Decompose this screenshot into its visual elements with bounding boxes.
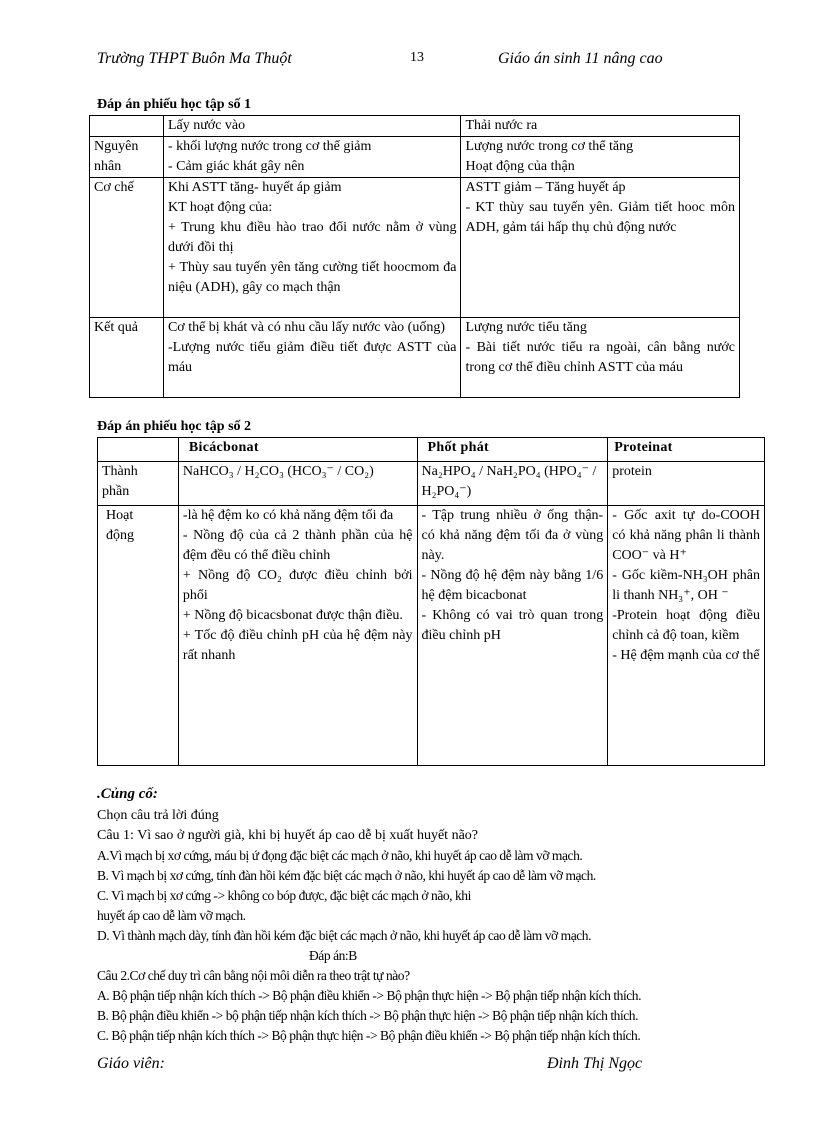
q2-option-c: C. Bộ phận tiếp nhận kích thích -> Bộ phận thực hiện -> Bộ phận điều khiển -> Bộ phận tiếp nhận kích thích. <box>97 1028 641 1043</box>
table-row <box>98 462 765 506</box>
table-cell: Khi ASTT tăng- huyết áp giảm KT hoạt động của: + Trung khu điều hào trao đổi nước nằm ở vùng dưới đồi thị + Thùy sau tuyến yên tăng cường tiết hoocmom đa niệu (ADH), gây co mạch thận <box>163 178 461 318</box>
table-cell: NaHCO₃ / H₂CO₃ (HCO₃⁻ / CO₂) <box>178 462 417 506</box>
document-title: Giáo án sinh 11 nâng cao <box>498 50 663 67</box>
table-cell: - Gốc axit tự do-COOH có khả năng phân li thành COO⁻ và H⁺ - Gốc kiềm-NH₃OH phân li thanh NH₃⁺, OH ⁻ -Protein hoạt động điều chỉnh cả độ toan, kiềm - Hệ đệm mạnh của cơ thể <box>608 506 765 766</box>
page-number: 13 <box>410 50 424 65</box>
table-cell: - khối lượng nước trong cơ thể giảm - Cảm giác khát gây nên <box>163 137 461 178</box>
table-row <box>90 318 740 398</box>
column-header: Thải nước ra <box>461 116 740 137</box>
table-cell: -là hệ đệm ko có khả năng đệm tối đa - Nồng độ của cả 2 thành phần của hệ đệm đều có thể điều chỉnh + Nồng độ CO₂ được điều chỉnh bởi phổi + Nồng độ bicacsbonat được thận điều. + Tốc độ điều chỉnh pH của hệ đệm này rất nhanh <box>178 506 417 766</box>
q1-answer: Đáp án:B <box>309 948 357 963</box>
column-header: Lấy nước vào <box>163 116 461 137</box>
column-header: Proteinat <box>608 438 765 462</box>
teacher-name: Đinh Thị Ngọc <box>547 1055 643 1072</box>
table-row <box>98 506 765 766</box>
q1-option-c-cont: huyết áp cao dễ làm vỡ mạch. <box>97 908 246 923</box>
consolidation-title: .Củng cố: <box>97 786 158 802</box>
q2-option-a: A. Bộ phận tiếp nhận kích thích -> Bộ phận điều khiển -> Bộ phận thực hiện -> Bộ phận tiếp nhận kích thích. <box>97 988 642 1003</box>
row-label: Cơ chế <box>90 178 164 318</box>
table-cell: - Tập trung nhiều ở ống thận- có khả năng đệm tối đa ở vùng này. - Nồng độ hệ đệm này bằng 1/6 hệ đệm bicacbonat - Không có vai trò quan trong điều chỉnh pH <box>417 506 608 766</box>
sheet2-table <box>97 437 765 766</box>
table-cell: Na₂HPO₄ / NaH₂PO₄ (HPO₄⁻ / H₂PO₄⁻) <box>417 462 608 506</box>
instruction-text: Chọn câu trả lời đúng <box>97 808 219 823</box>
header-empty-cell <box>98 438 179 462</box>
q1-option-b: B. Vì mạch bị xơ cứng, tính đàn hồi kém đặc biệt các mạch ở não, khi huyết áp cao dễ làm vỡ mạch. <box>97 868 596 883</box>
row-label: Thành phần <box>98 462 179 506</box>
column-header: Phốt phát <box>417 438 608 462</box>
table-row <box>90 137 740 178</box>
q1-option-d: D. Vì thành mạch dày, tính đàn hồi kém đặc biệt các mạch ở não, khi huyết áp cao dễ làm vỡ mạch. <box>97 928 592 943</box>
table-header-row <box>90 116 740 137</box>
teacher-label: Giáo viên: <box>97 1055 165 1072</box>
q1-option-a: A.Vì mạch bị xơ cứng, máu bị ứ đọng đặc biệt các mạch ở não, khi huyết áp cao dễ làm vỡ mạch. <box>97 848 583 863</box>
sheet1-title: Đáp án phiếu học tập số 1 <box>97 97 252 112</box>
q2-option-b: B. Bộ phận điều khiển -> bộ phận tiếp nhận kích thích -> Bộ phận thực hiện -> Bộ phận tiếp nhận kích thích. <box>97 1008 639 1023</box>
q1-option-c: C. Vì mạch bị xơ cứng -> không co bóp được, đặc biệt các mạch ở não, khi <box>97 888 471 903</box>
table-cell: Lượng nước trong cơ thể tăng Hoạt động của thận <box>461 137 740 178</box>
sheet2-title: Đáp án phiếu học tập số 2 <box>97 419 252 434</box>
table-cell: Lượng nước tiểu tăng - Bài tiết nước tiểu ra ngoài, cân bằng nước trong cơ thể điều chỉnh ASTT của máu <box>461 318 740 398</box>
question-2: Câu 2.Cơ chế duy trì cân bằng nội môi diễn ra theo trật tự nào? <box>97 968 410 983</box>
table-row <box>90 178 740 318</box>
row-label: Hoạt động <box>98 506 179 766</box>
header-empty-cell <box>90 116 164 137</box>
row-label: Kết quả <box>90 318 164 398</box>
table-cell: Cơ thể bị khát và có nhu cầu lấy nước vào (uống) -Lượng nước tiểu giảm điều tiết được ASTT của máu <box>163 318 461 398</box>
row-label: Nguyên nhân <box>90 137 164 178</box>
table-header-row <box>98 438 765 462</box>
sheet1-table <box>89 115 740 398</box>
column-header: Bicácbonat <box>178 438 417 462</box>
table-cell: protein <box>608 462 765 506</box>
question-1: Câu 1: Vì sao ở người già, khi bị huyết áp cao dễ bị xuất huyết não? <box>97 828 479 843</box>
table-cell: ASTT giảm – Tăng huyết áp - KT thùy sau tuyến yên. Giảm tiết hooc môn ADH, gảm tái hấp thụ chủ động nước <box>461 178 740 318</box>
school-name: Trường THPT Buôn Ma Thuột <box>97 50 292 67</box>
